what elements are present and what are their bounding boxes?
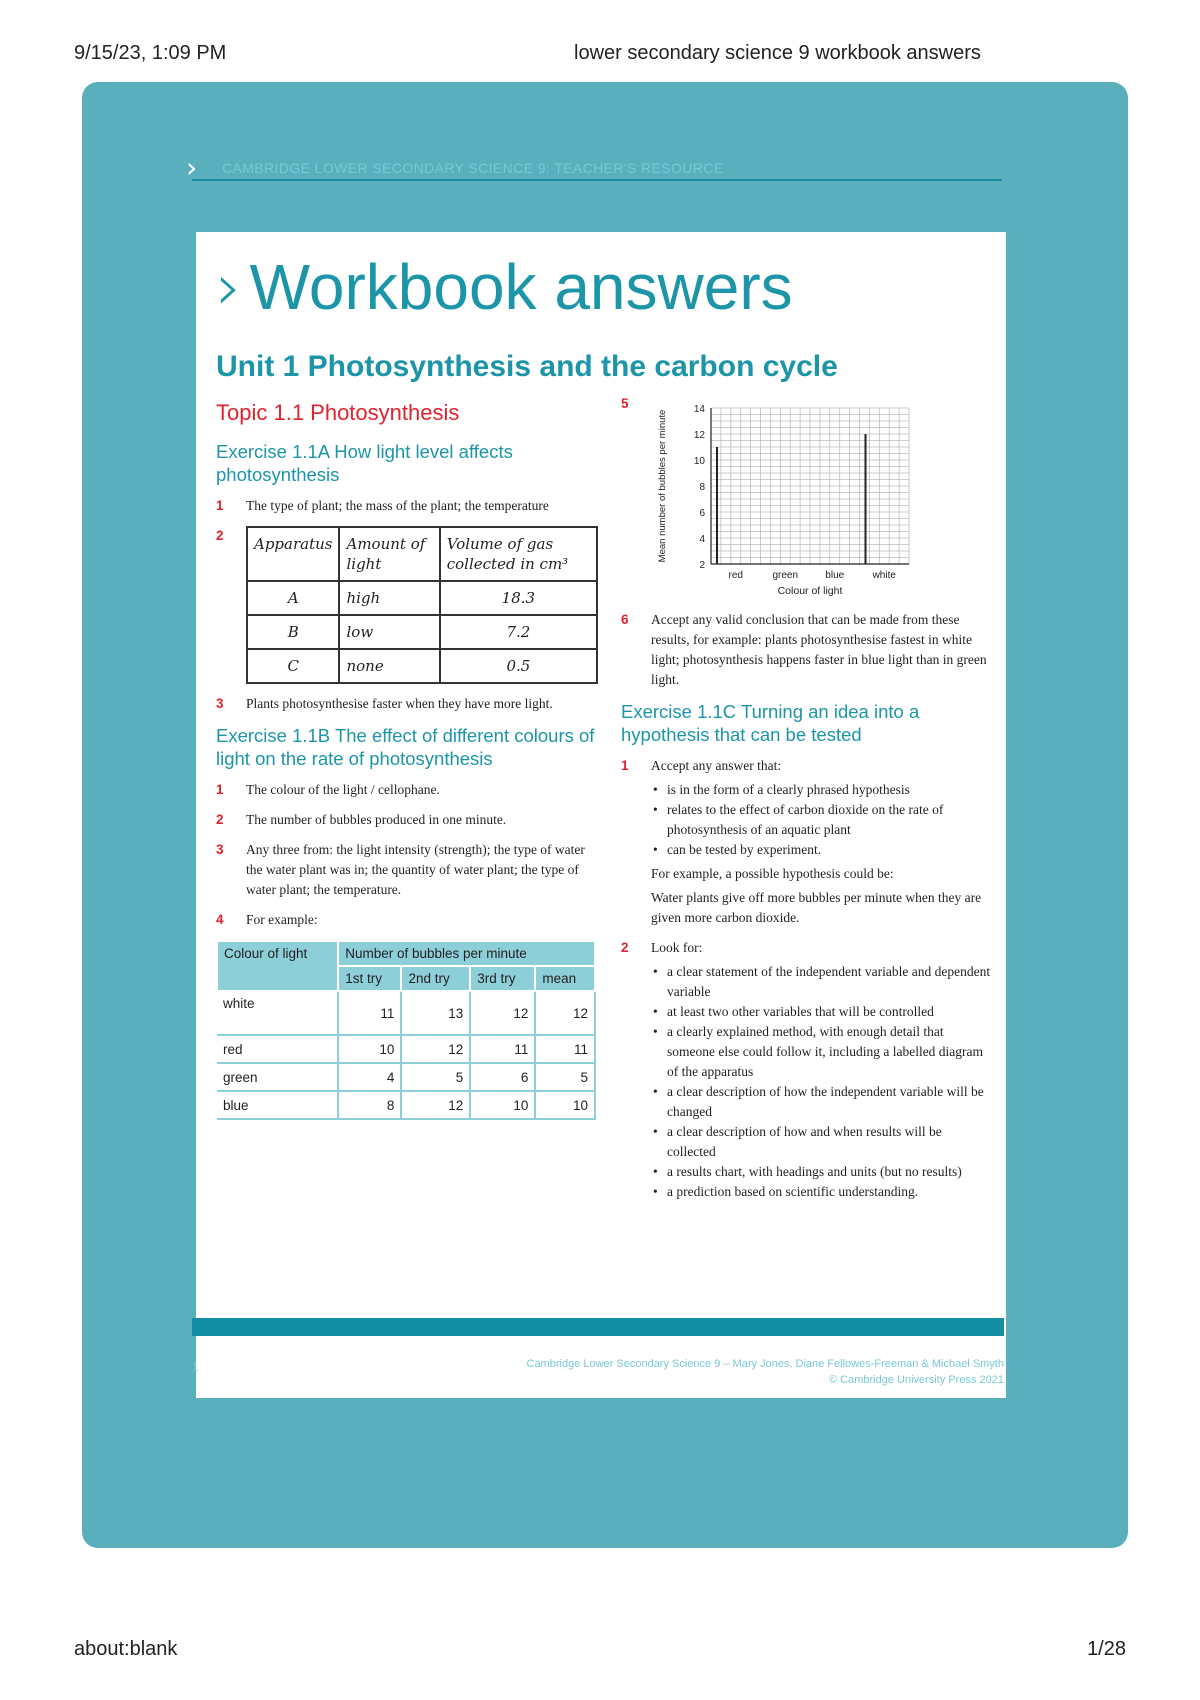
right-column (621, 396, 991, 1212)
table-cell: A (247, 581, 339, 615)
table-cell: high (339, 581, 439, 615)
table-row (247, 649, 597, 683)
answer-text: Water plants give off more bubbles per minute when they are given more carbon dioxide. (651, 890, 982, 925)
table-row (217, 991, 595, 1035)
table-cell: 0.5 (440, 649, 597, 683)
answer-text: The number of bubbles produced in one minute. (246, 812, 507, 827)
list-item: • at least two other variables that will be controlled (651, 1002, 991, 1022)
print-url: about:blank (74, 1638, 178, 1660)
print-page-count: 1/28 (1087, 1638, 1126, 1660)
table-header: 2nd try (401, 966, 470, 991)
table-cell: 10 (535, 1091, 595, 1119)
table-row (247, 615, 597, 649)
table-cell: 11 (470, 1035, 535, 1063)
question-number: 1 (216, 498, 224, 513)
document-page (196, 232, 1006, 1398)
list-item: • a results chart, with headings and units (but no results) (651, 1162, 991, 1182)
answer-text: Plants photosynthesise faster when they have more light. (246, 696, 553, 711)
table-cell: 12 (401, 1091, 470, 1119)
x-tick-label: blue (825, 570, 845, 581)
question-b3 (216, 840, 598, 900)
list-item: • can be tested by experiment. (651, 840, 991, 860)
page-number: 1 (192, 1360, 199, 1374)
question-number: 2 (216, 528, 224, 543)
unit-title: Unit 1 Photosynthesis and the carbon cycle (216, 350, 838, 383)
list-item: • a prediction based on scientific understanding. (651, 1182, 991, 1202)
table-cell: 5 (401, 1063, 470, 1091)
table-header: Colour of light (217, 941, 338, 991)
question-b6 (621, 610, 991, 690)
y-tick-label: 4 (699, 534, 705, 545)
frame-footer (192, 1350, 1004, 1394)
answer-text: Any three from: the light intensity (strength); the type of water the water plant was in; the quantity of water plant; the type of water plant; the temperature. (246, 842, 585, 897)
series-header: CAMBRIDGE LOWER SECONDARY SCIENCE 9: TEACHER'S RESOURCE (222, 160, 724, 176)
table-cell: blue (217, 1091, 338, 1119)
table-cell: B (247, 615, 339, 649)
question-a2 (216, 526, 598, 684)
table-row (217, 1035, 595, 1063)
question-c2 (621, 938, 991, 1202)
answer-text: Accept any valid conclusion that can be made from these results, for example: plants photosynthesise fastest in white light; photosynthesis happens faster in blue light than in green light. (651, 612, 987, 687)
question-b4 (216, 910, 598, 930)
table-cell: none (339, 649, 439, 683)
print-header (74, 42, 1126, 66)
table-cell: 11 (338, 991, 401, 1035)
print-title: lower secondary science 9 workbook answers (574, 42, 981, 64)
table-cell: red (217, 1035, 338, 1063)
list-item: • a clear statement of the independent variable and dependent variable (651, 962, 991, 1002)
x-axis-label: Colour of light (777, 585, 843, 597)
bubbles-bar-chart (651, 400, 951, 600)
list-item: • a clear description of how and when results will be collected (651, 1122, 991, 1162)
list-item: • a clear description of how the independent variable will be changed (651, 1082, 991, 1122)
table-cell: 5 (535, 1063, 595, 1091)
credit-authors: Cambridge Lower Secondary Science 9 – Mary Jones, Diane Fellowes-Freeman & Michael Smyth (526, 1358, 1004, 1370)
table-cell: 8 (338, 1091, 401, 1119)
y-tick-label: 6 (699, 508, 705, 519)
credit-publisher: © Cambridge University Press 2021 (828, 1374, 1004, 1386)
table-header-row (247, 527, 597, 581)
question-b2 (216, 810, 598, 830)
table-cell: 6 (470, 1063, 535, 1091)
exercise-a-heading: Exercise 1.1A How light level affects photosynthesis (216, 441, 513, 485)
y-tick-label: 2 (699, 560, 705, 571)
table-cell: green (217, 1063, 338, 1091)
table-cell: 12 (535, 991, 595, 1035)
chevron-right-icon: › (216, 251, 242, 325)
print-date: 9/15/23, 1:09 PM (74, 42, 227, 64)
answer-text: For example, a possible hypothesis could be: (651, 866, 894, 881)
question-number: 1 (621, 758, 629, 773)
y-tick-label: 14 (693, 404, 705, 415)
table-cell: 13 (401, 991, 470, 1035)
list-item: • relates to the effect of carbon dioxide on the rate of photosynthesis of an aquatic plant (651, 800, 991, 840)
table-cell: 12 (470, 991, 535, 1035)
list-item: • is in the form of a clearly phrased hypothesis (651, 780, 991, 800)
answer-text: The type of plant; the mass of the plant; the temperature (246, 498, 549, 513)
answer-text: Accept any answer that: (651, 758, 782, 773)
question-a1 (216, 496, 598, 516)
page-title (216, 250, 793, 325)
chevron-right-icon: › (186, 151, 198, 184)
table-cell: 4 (338, 1063, 401, 1091)
question-number: 2 (216, 812, 224, 827)
table-cell: 12 (401, 1035, 470, 1063)
table-header: 1st try (338, 966, 401, 991)
question-number: 3 (216, 696, 224, 711)
table-header: Number of bubbles per minute (338, 941, 595, 966)
bullet-list (651, 780, 991, 860)
y-tick-label: 10 (693, 456, 705, 467)
question-b1 (216, 780, 598, 800)
apparatus-table (246, 526, 598, 684)
table-cell: 10 (338, 1035, 401, 1063)
list-item: • a clearly explained method, with enough detail that someone else could follow it, including a labelled diagram of the apparatus (651, 1022, 991, 1082)
table-header: mean (535, 966, 595, 991)
question-number: 6 (621, 612, 629, 627)
exercise-b-heading: Exercise 1.1B The effect of different colours of light on the rate of photosynthesis (216, 725, 595, 769)
question-number: 1 (216, 782, 224, 797)
table-cell: C (247, 649, 339, 683)
topic-heading: Topic 1.1 Photosynthesis (216, 400, 460, 425)
x-tick-label: white (872, 570, 896, 581)
x-tick-label: red (728, 570, 743, 581)
chevron-right-icon: › (222, 1350, 234, 1383)
question-number: 4 (216, 912, 224, 927)
table-cell: 10 (470, 1091, 535, 1119)
table-row (217, 1063, 595, 1091)
footer-bar (192, 1318, 1004, 1336)
table-row (217, 1091, 595, 1119)
copyright-credit (527, 1356, 1005, 1388)
table-cell: 18.3 (440, 581, 597, 615)
table-header: Volume of gas collected in cm³ (440, 527, 597, 581)
bubbles-table (216, 940, 596, 1120)
left-column (216, 400, 598, 1120)
table-header: Amount of light (339, 527, 439, 581)
question-number: 3 (216, 842, 224, 857)
x-tick-label: green (772, 570, 799, 581)
table-cell: 11 (535, 1035, 595, 1063)
frame-header (186, 151, 1002, 184)
page-title-text: Workbook answers (249, 251, 793, 323)
table-header: Apparatus (247, 527, 339, 581)
question-number: 5 (621, 396, 629, 411)
y-axis-label: Mean number of bubbles per minute (657, 409, 668, 563)
document-frame (82, 82, 1128, 1548)
answer-text: For example: (246, 912, 318, 927)
y-tick-label: 12 (693, 430, 705, 441)
table-cell: 7.2 (440, 615, 597, 649)
table-cell: low (339, 615, 439, 649)
table-cell: white (217, 991, 338, 1035)
question-b5 (621, 396, 991, 600)
question-number: 2 (621, 940, 629, 955)
table-row (247, 581, 597, 615)
question-a3 (216, 694, 598, 714)
bullet-list (651, 962, 991, 1202)
table-header: 3rd try (470, 966, 535, 991)
table-header-row (217, 941, 595, 966)
answer-text: The colour of the light / cellophane. (246, 782, 440, 797)
answer-text: Look for: (651, 940, 703, 955)
question-c1 (621, 756, 991, 928)
y-tick-label: 8 (699, 482, 705, 493)
exercise-c-heading: Exercise 1.1C Turning an idea into a hypothesis that can be tested (621, 701, 920, 745)
